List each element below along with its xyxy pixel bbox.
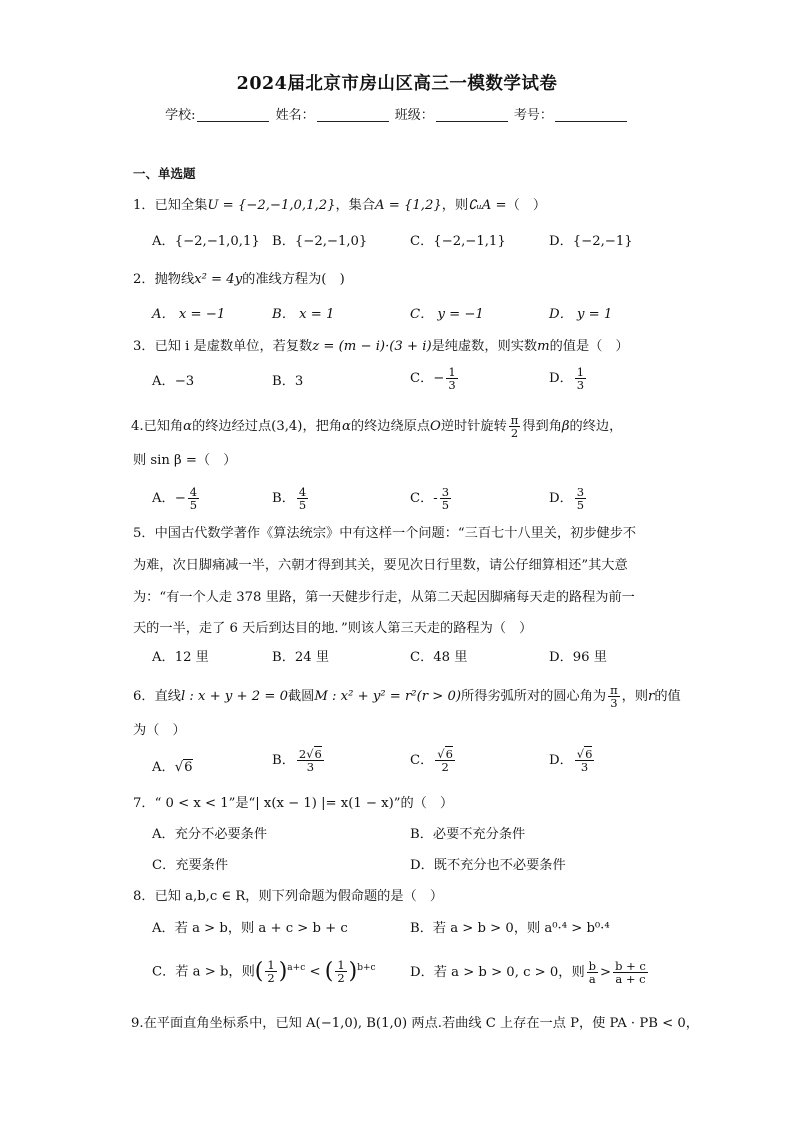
q4-option-c[interactable]: C．- $\frac{3}{5}$ [410,485,450,513]
q8-option-a[interactable]: A．若 a > b，则 a + c > b + c [152,921,348,936]
q6-option-d[interactable]: D． $\frac{√6}{3}$ [549,747,593,775]
q8-option-c[interactable]: C．若 a > b，则( $\frac{1}{2}$ )$^{a+c}$ < ( $\frac{1}{2}$ )$^{b+c}$ [152,958,376,986]
q2-option-b[interactable]: B． x = 1 [272,307,335,322]
question-4-line-2: 则 sin β =（ ） [133,453,237,468]
q7-option-a[interactable]: A．充分不必要条件 [152,827,268,842]
q6-option-c[interactable]: C． $\frac{√6}{2}$ [410,747,453,775]
q4-option-a[interactable]: A．− $\frac{4}{5}$ [152,485,198,513]
question-5-line-3: 为：“有一个人走 378 里路，第一天健步行走，从第二天起因脚痛每天走的路程为前一 [133,590,635,605]
q3-option-b[interactable]: B．3 [272,374,304,389]
q3-option-c[interactable]: C．− $\frac{1}{3}$ [410,365,456,393]
exam-no-label: 考号： [513,108,553,123]
question-3: 3．已知 i 是虚数单位，若复数z = (m − i)·(3 + i)是纯虚数，则实数m的值是（ ） [133,339,629,354]
question-1: 1．已知全集U = {−2,−1,0,1,2}，集合A = {1,2}，则∁ᵤA =（ ） [133,198,547,213]
q5-option-d[interactable]: D．96 里 [549,650,607,665]
q1-option-b[interactable]: B．{−2,−1,0} [272,234,368,249]
q2-option-c[interactable]: C． y = −1 [410,307,484,322]
question-8: 8．已知 a,b,c ∈ R，则下列命题为假命题的是（ ） [133,889,444,904]
class-label: 班级： [394,108,434,123]
question-2: 2．抛物线x² = 4y的准线方程为( ) [133,272,345,287]
q8-option-b[interactable]: B．若 a > b > 0，则 a⁰·⁴ > b⁰·⁴ [410,921,610,936]
question-9: 9.在平面直角坐标系中，已知 A(−1,0), B(1,0) 两点.若曲线 C 上存在一点 P，使 PA · PB < 0， [131,1016,699,1031]
question-5-line-1: 5．中国古代数学著作《算法统宗》中有这样一个问题：“三百七十八里关，初步健步不 [133,526,637,541]
question-7: 7．“ 0 < x < 1”是“| x(x − 1) |= x(1 − x)”的（ ） [133,796,454,811]
question-6: 6．直线l : x + y + 2 = 0截圆M : x² + y² = r²(r > 0)所得劣弧所对的圆心角为 $\frac{\pi}{3}$ ，则r的值 [133,683,681,711]
question-5-line-4: 天的一半，走了 6 天后到达目的地．”则该人第三天走的路程为（ ） [133,621,533,636]
q7-option-d[interactable]: D．既不充分也不必要条件 [410,858,566,873]
q1-option-a[interactable]: A．{−2,−1,0,1} [152,234,260,249]
q4-option-b[interactable]: B． $\frac{4}{5}$ [272,485,307,513]
q2-option-d[interactable]: D． y = 1 [549,307,613,322]
name-blank[interactable] [317,107,389,122]
section-heading: 一、单选题 [133,166,196,181]
q3-option-d[interactable]: D． $\frac{1}{3}$ [549,365,585,393]
q5-option-c[interactable]: C．48 里 [410,650,468,665]
q2-option-a[interactable]: A． x = −1 [152,307,226,322]
q1-option-d[interactable]: D．{−2,−1} [549,234,633,249]
name-label: 姓名： [275,108,315,123]
q1-option-c[interactable]: C．{−2,−1,1} [410,234,506,249]
school-label: 学校: [165,108,196,123]
class-blank[interactable] [436,107,508,122]
q3-option-a[interactable]: A．−3 [152,374,195,389]
page-title: 2024届北京市房山区高三一模数学试卷 [236,74,558,94]
q8-option-d[interactable]: D．若 a > b > 0, c > 0，则 $\frac{b}{a}$ > $\frac{b + c}{a + c}$ [410,959,646,987]
q7-option-b[interactable]: B．必要不充分条件 [410,827,526,842]
q7-option-c[interactable]: C．充要条件 [152,858,229,873]
school-blank[interactable] [197,107,269,122]
question-6-line-2: 为（ ） [133,723,186,738]
q5-option-a[interactable]: A．12 里 [152,650,209,665]
q6-option-b[interactable]: B． $\frac{2√6}{3}$ [272,747,322,775]
q5-option-b[interactable]: B．24 里 [272,650,330,665]
q6-option-a[interactable]: A．√6 [152,760,193,775]
exam-no-blank[interactable] [555,107,627,122]
question-4: 4.已知角α的终边经过点(3,4)，把角α的终边绕原点O逆时针旋转 $\frac{\pi}{2}$ 得到角β的终边， [131,413,623,441]
question-5-line-2: 为难，次日脚痛减一半，六朝才得到其关，要见次日行里数，请公仔细算相还”其大意 [133,558,628,573]
student-info [0,104,794,123]
q4-option-d[interactable]: D． $\frac{3}{5}$ [549,485,585,513]
